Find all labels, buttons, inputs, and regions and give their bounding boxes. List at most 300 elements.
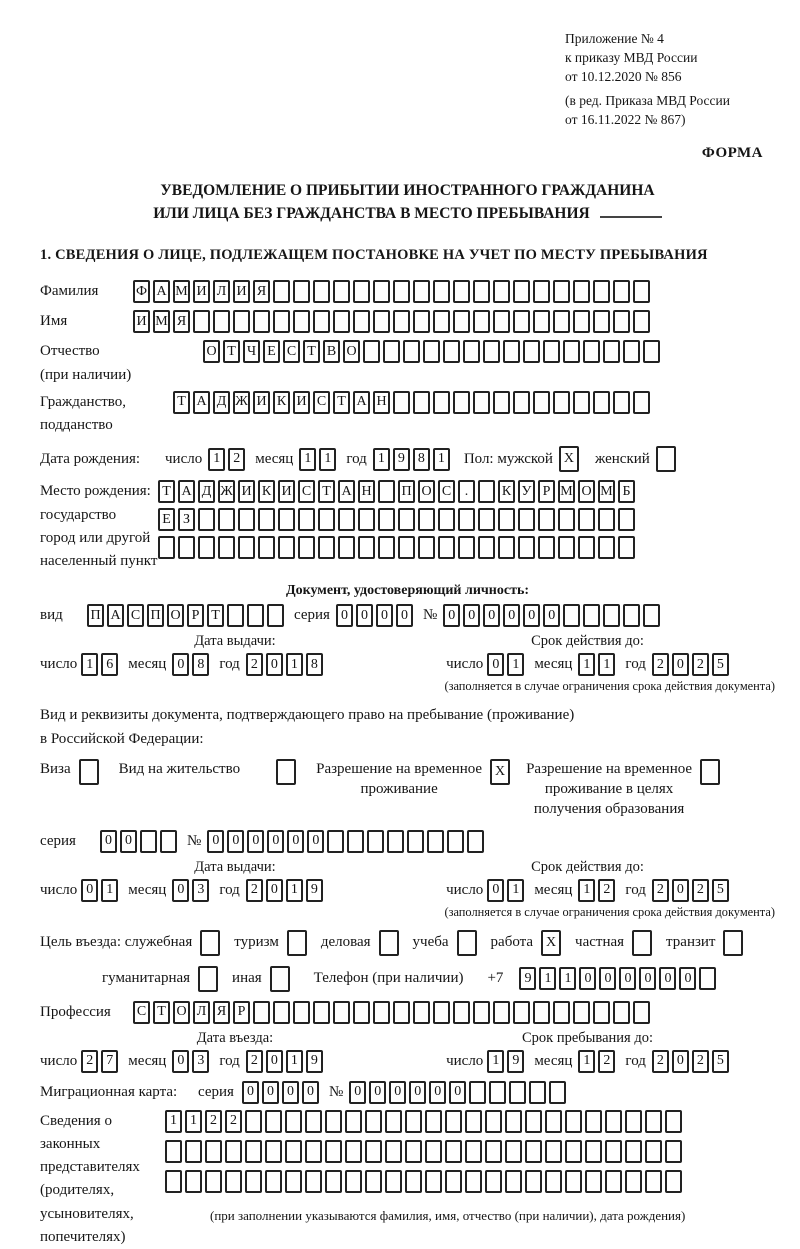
char-cell[interactable]: 0 <box>349 1081 366 1104</box>
char-cell[interactable] <box>385 1110 402 1133</box>
char-cell[interactable]: И <box>253 391 270 414</box>
char-cell[interactable]: 0 <box>356 604 373 627</box>
char-cell[interactable] <box>358 536 375 559</box>
char-cell[interactable] <box>518 536 535 559</box>
char-cell[interactable]: 0 <box>639 967 656 990</box>
char-cell[interactable] <box>593 391 610 414</box>
char-cell[interactable] <box>585 1170 602 1193</box>
char-cell[interactable] <box>278 536 295 559</box>
char-cell[interactable]: 0 <box>302 1081 319 1104</box>
char-cell[interactable] <box>305 1110 322 1133</box>
char-cell[interactable] <box>238 536 255 559</box>
char-cell[interactable] <box>625 1110 642 1133</box>
char-cell[interactable] <box>485 1110 502 1133</box>
char-cell[interactable] <box>285 1110 302 1133</box>
char-cell[interactable] <box>513 310 530 333</box>
char-cell[interactable] <box>185 1170 202 1193</box>
char-cell[interactable] <box>723 930 743 956</box>
char-cell[interactable] <box>467 830 484 853</box>
char-cell[interactable] <box>613 1001 630 1024</box>
char-cell[interactable] <box>327 830 344 853</box>
char-cell[interactable]: 1 <box>559 967 576 990</box>
char-cell[interactable] <box>513 280 530 303</box>
char-cell[interactable]: 9 <box>519 967 536 990</box>
char-cell[interactable]: 1 <box>507 653 524 676</box>
char-cell[interactable]: 0 <box>172 653 189 676</box>
char-cell[interactable] <box>463 340 480 363</box>
char-cell[interactable]: 2 <box>692 653 709 676</box>
char-cell[interactable] <box>193 310 210 333</box>
char-cell[interactable] <box>285 1140 302 1163</box>
char-cell[interactable]: 0 <box>599 967 616 990</box>
char-cell[interactable]: Л <box>213 280 230 303</box>
char-cell[interactable]: Р <box>538 480 555 503</box>
char-cell[interactable] <box>185 1140 202 1163</box>
char-cell[interactable] <box>433 280 450 303</box>
char-cell[interactable] <box>385 1170 402 1193</box>
char-cell[interactable] <box>398 508 415 531</box>
char-cell[interactable]: 2 <box>246 653 263 676</box>
char-cell[interactable] <box>438 508 455 531</box>
char-cell[interactable]: 0 <box>376 604 393 627</box>
char-cell[interactable]: 8 <box>306 653 323 676</box>
char-cell[interactable] <box>632 930 652 956</box>
char-cell[interactable] <box>573 391 590 414</box>
char-cell[interactable]: П <box>87 604 104 627</box>
char-cell[interactable] <box>558 536 575 559</box>
char-cell[interactable]: Н <box>373 391 390 414</box>
char-cell[interactable] <box>565 1140 582 1163</box>
char-cell[interactable] <box>433 310 450 333</box>
char-cell[interactable]: О <box>203 340 220 363</box>
char-cell[interactable]: М <box>173 280 190 303</box>
char-cell[interactable]: 0 <box>543 604 560 627</box>
char-cell[interactable] <box>365 1170 382 1193</box>
char-cell[interactable]: 9 <box>507 1050 524 1073</box>
char-cell[interactable] <box>218 536 235 559</box>
char-cell[interactable] <box>656 446 676 472</box>
char-cell[interactable] <box>633 310 650 333</box>
char-cell[interactable] <box>218 508 235 531</box>
char-cell[interactable] <box>505 1140 522 1163</box>
char-cell[interactable]: 0 <box>287 830 304 853</box>
char-cell[interactable] <box>523 340 540 363</box>
char-cell[interactable]: О <box>578 480 595 503</box>
char-cell[interactable] <box>285 1170 302 1193</box>
char-cell[interactable] <box>445 1140 462 1163</box>
char-cell[interactable]: Т <box>303 340 320 363</box>
char-cell[interactable]: М <box>153 310 170 333</box>
char-cell[interactable] <box>247 604 264 627</box>
char-cell[interactable]: А <box>107 604 124 627</box>
char-cell[interactable]: 0 <box>266 1050 283 1073</box>
char-cell[interactable]: Я <box>173 310 190 333</box>
char-cell[interactable] <box>245 1140 262 1163</box>
char-cell[interactable] <box>418 536 435 559</box>
char-cell[interactable]: З <box>178 508 195 531</box>
char-cell[interactable]: М <box>558 480 575 503</box>
char-cell[interactable]: 0 <box>487 653 504 676</box>
char-cell[interactable]: А <box>178 480 195 503</box>
char-cell[interactable] <box>453 391 470 414</box>
char-cell[interactable]: Я <box>213 1001 230 1024</box>
char-cell[interactable] <box>273 280 290 303</box>
char-cell[interactable] <box>198 508 215 531</box>
char-cell[interactable]: 0 <box>172 1050 189 1073</box>
char-cell[interactable] <box>493 1001 510 1024</box>
char-cell[interactable]: И <box>293 391 310 414</box>
char-cell[interactable] <box>457 930 477 956</box>
char-cell[interactable] <box>378 536 395 559</box>
char-cell[interactable] <box>605 1140 622 1163</box>
char-cell[interactable] <box>549 1081 566 1104</box>
char-cell[interactable] <box>478 480 495 503</box>
char-cell[interactable] <box>558 508 575 531</box>
char-cell[interactable] <box>623 604 640 627</box>
char-cell[interactable]: С <box>283 340 300 363</box>
char-cell[interactable] <box>509 1081 526 1104</box>
char-cell[interactable] <box>445 1170 462 1193</box>
char-cell[interactable] <box>353 280 370 303</box>
char-cell[interactable] <box>345 1170 362 1193</box>
char-cell[interactable] <box>465 1110 482 1133</box>
char-cell[interactable] <box>298 508 315 531</box>
char-cell[interactable]: 0 <box>307 830 324 853</box>
char-cell[interactable] <box>413 391 430 414</box>
char-cell[interactable] <box>438 536 455 559</box>
char-cell[interactable]: 0 <box>672 653 689 676</box>
char-cell[interactable] <box>225 1140 242 1163</box>
char-cell[interactable] <box>643 340 660 363</box>
char-cell[interactable] <box>245 1170 262 1193</box>
char-cell[interactable] <box>325 1140 342 1163</box>
char-cell[interactable]: 1 <box>286 879 303 902</box>
char-cell[interactable] <box>443 340 460 363</box>
char-cell[interactable]: 2 <box>225 1110 242 1133</box>
char-cell[interactable] <box>478 536 495 559</box>
char-cell[interactable]: 7 <box>101 1050 118 1073</box>
char-cell[interactable] <box>625 1140 642 1163</box>
char-cell[interactable]: 0 <box>659 967 676 990</box>
char-cell[interactable] <box>578 508 595 531</box>
char-cell[interactable] <box>407 830 424 853</box>
char-cell[interactable] <box>553 280 570 303</box>
char-cell[interactable]: У <box>518 480 535 503</box>
char-cell[interactable]: Е <box>158 508 175 531</box>
char-cell[interactable] <box>553 310 570 333</box>
char-cell[interactable] <box>79 759 99 785</box>
char-cell[interactable]: 1 <box>165 1110 182 1133</box>
char-cell[interactable] <box>565 1170 582 1193</box>
char-cell[interactable] <box>433 1001 450 1024</box>
char-cell[interactable]: Т <box>223 340 240 363</box>
char-cell[interactable] <box>565 1110 582 1133</box>
char-cell[interactable] <box>633 280 650 303</box>
char-cell[interactable] <box>700 759 720 785</box>
char-cell[interactable] <box>533 391 550 414</box>
char-cell[interactable] <box>413 310 430 333</box>
char-cell[interactable] <box>333 310 350 333</box>
char-cell[interactable]: Я <box>253 280 270 303</box>
char-cell[interactable] <box>625 1170 642 1193</box>
char-cell[interactable] <box>538 536 555 559</box>
char-cell[interactable] <box>345 1110 362 1133</box>
char-cell[interactable] <box>563 340 580 363</box>
char-cell[interactable]: Д <box>213 391 230 414</box>
char-cell[interactable] <box>593 280 610 303</box>
char-cell[interactable]: 0 <box>487 879 504 902</box>
char-cell[interactable]: 0 <box>120 830 137 853</box>
char-cell[interactable]: 0 <box>266 879 283 902</box>
char-cell[interactable] <box>469 1081 486 1104</box>
char-cell[interactable] <box>545 1110 562 1133</box>
char-cell[interactable] <box>525 1110 542 1133</box>
char-cell[interactable]: 0 <box>227 830 244 853</box>
char-cell[interactable] <box>633 391 650 414</box>
char-cell[interactable]: К <box>258 480 275 503</box>
char-cell[interactable] <box>313 280 330 303</box>
char-cell[interactable]: 0 <box>369 1081 386 1104</box>
char-cell[interactable]: 0 <box>579 967 596 990</box>
char-cell[interactable] <box>313 310 330 333</box>
char-cell[interactable]: 2 <box>692 879 709 902</box>
char-cell[interactable]: 0 <box>242 1081 259 1104</box>
char-cell[interactable] <box>325 1170 342 1193</box>
char-cell[interactable] <box>478 508 495 531</box>
char-cell[interactable]: 0 <box>282 1081 299 1104</box>
char-cell[interactable] <box>583 604 600 627</box>
char-cell[interactable] <box>363 340 380 363</box>
char-cell[interactable] <box>347 830 364 853</box>
char-cell[interactable] <box>525 1140 542 1163</box>
char-cell[interactable] <box>365 1110 382 1133</box>
char-cell[interactable]: 1 <box>319 448 336 471</box>
char-cell[interactable] <box>265 1110 282 1133</box>
char-cell[interactable] <box>233 310 250 333</box>
char-cell[interactable]: Т <box>333 391 350 414</box>
char-cell[interactable]: И <box>238 480 255 503</box>
char-cell[interactable]: 0 <box>429 1081 446 1104</box>
char-cell[interactable] <box>318 508 335 531</box>
char-cell[interactable] <box>533 310 550 333</box>
char-cell[interactable] <box>413 1001 430 1024</box>
char-cell[interactable] <box>225 1170 242 1193</box>
char-cell[interactable] <box>427 830 444 853</box>
char-cell[interactable]: 0 <box>483 604 500 627</box>
char-cell[interactable]: 2 <box>652 879 669 902</box>
char-cell[interactable] <box>533 1001 550 1024</box>
char-cell[interactable] <box>529 1081 546 1104</box>
char-cell[interactable] <box>425 1170 442 1193</box>
char-cell[interactable] <box>383 340 400 363</box>
char-cell[interactable] <box>353 310 370 333</box>
char-cell[interactable] <box>573 280 590 303</box>
char-cell[interactable] <box>200 930 220 956</box>
char-cell[interactable] <box>205 1140 222 1163</box>
char-cell[interactable] <box>445 1110 462 1133</box>
char-cell[interactable] <box>645 1140 662 1163</box>
char-cell[interactable] <box>379 930 399 956</box>
char-cell[interactable] <box>489 1081 506 1104</box>
char-cell[interactable] <box>338 536 355 559</box>
char-cell[interactable]: 3 <box>192 1050 209 1073</box>
char-cell[interactable] <box>613 391 630 414</box>
char-cell[interactable] <box>623 340 640 363</box>
char-cell[interactable]: 2 <box>598 879 615 902</box>
char-cell[interactable]: Т <box>207 604 224 627</box>
char-cell[interactable] <box>543 340 560 363</box>
char-cell[interactable]: П <box>147 604 164 627</box>
char-cell[interactable] <box>505 1170 522 1193</box>
char-cell[interactable]: А <box>193 391 210 414</box>
char-cell[interactable] <box>158 536 175 559</box>
char-cell[interactable] <box>553 1001 570 1024</box>
char-cell[interactable] <box>563 604 580 627</box>
char-cell[interactable]: 0 <box>449 1081 466 1104</box>
char-cell[interactable] <box>538 508 555 531</box>
char-cell[interactable]: О <box>173 1001 190 1024</box>
char-cell[interactable] <box>405 1140 422 1163</box>
char-cell[interactable] <box>378 508 395 531</box>
char-cell[interactable] <box>418 508 435 531</box>
char-cell[interactable]: 1 <box>578 879 595 902</box>
char-cell[interactable] <box>358 508 375 531</box>
char-cell[interactable] <box>140 830 157 853</box>
char-cell[interactable]: 0 <box>207 830 224 853</box>
char-cell[interactable] <box>273 310 290 333</box>
char-cell[interactable]: X <box>490 759 510 785</box>
char-cell[interactable] <box>473 280 490 303</box>
char-cell[interactable] <box>545 1170 562 1193</box>
char-cell[interactable] <box>633 1001 650 1024</box>
char-cell[interactable] <box>645 1110 662 1133</box>
char-cell[interactable] <box>483 340 500 363</box>
char-cell[interactable]: 2 <box>246 1050 263 1073</box>
char-cell[interactable]: X <box>541 930 561 956</box>
char-cell[interactable]: 2 <box>246 879 263 902</box>
char-cell[interactable] <box>425 1110 442 1133</box>
char-cell[interactable] <box>525 1170 542 1193</box>
char-cell[interactable]: 1 <box>373 448 390 471</box>
char-cell[interactable] <box>245 1110 262 1133</box>
char-cell[interactable] <box>238 508 255 531</box>
char-cell[interactable] <box>413 280 430 303</box>
char-cell[interactable]: 0 <box>336 604 353 627</box>
char-cell[interactable]: С <box>438 480 455 503</box>
char-cell[interactable]: 1 <box>299 448 316 471</box>
char-cell[interactable]: Ж <box>218 480 235 503</box>
char-cell[interactable] <box>293 310 310 333</box>
char-cell[interactable] <box>325 1110 342 1133</box>
char-cell[interactable] <box>603 340 620 363</box>
char-cell[interactable] <box>258 536 275 559</box>
char-cell[interactable]: 6 <box>101 653 118 676</box>
char-cell[interactable]: Т <box>158 480 175 503</box>
char-cell[interactable] <box>605 1110 622 1133</box>
char-cell[interactable] <box>367 830 384 853</box>
char-cell[interactable]: Т <box>173 391 190 414</box>
char-cell[interactable] <box>585 1110 602 1133</box>
char-cell[interactable]: 5 <box>712 1050 729 1073</box>
char-cell[interactable] <box>373 1001 390 1024</box>
char-cell[interactable]: 1 <box>286 1050 303 1073</box>
char-cell[interactable] <box>333 280 350 303</box>
char-cell[interactable]: 0 <box>503 604 520 627</box>
char-cell[interactable] <box>593 1001 610 1024</box>
char-cell[interactable] <box>373 280 390 303</box>
char-cell[interactable]: И <box>193 280 210 303</box>
char-cell[interactable]: 0 <box>672 879 689 902</box>
char-cell[interactable] <box>425 1140 442 1163</box>
char-cell[interactable]: 5 <box>712 653 729 676</box>
char-cell[interactable] <box>605 1170 622 1193</box>
char-cell[interactable]: . <box>458 480 475 503</box>
char-cell[interactable] <box>598 508 615 531</box>
char-cell[interactable] <box>493 280 510 303</box>
char-cell[interactable] <box>493 310 510 333</box>
char-cell[interactable] <box>305 1140 322 1163</box>
char-cell[interactable]: 3 <box>192 879 209 902</box>
char-cell[interactable] <box>485 1140 502 1163</box>
char-cell[interactable]: 1 <box>81 653 98 676</box>
char-cell[interactable]: К <box>498 480 515 503</box>
char-cell[interactable]: 0 <box>409 1081 426 1104</box>
char-cell[interactable] <box>433 391 450 414</box>
char-cell[interactable] <box>583 340 600 363</box>
char-cell[interactable]: В <box>323 340 340 363</box>
char-cell[interactable]: К <box>273 391 290 414</box>
char-cell[interactable]: 0 <box>619 967 636 990</box>
char-cell[interactable] <box>465 1170 482 1193</box>
char-cell[interactable]: 0 <box>679 967 696 990</box>
char-cell[interactable] <box>333 1001 350 1024</box>
char-cell[interactable]: 1 <box>433 448 450 471</box>
char-cell[interactable] <box>645 1170 662 1193</box>
char-cell[interactable] <box>273 1001 290 1024</box>
char-cell[interactable]: И <box>133 310 150 333</box>
char-cell[interactable]: О <box>167 604 184 627</box>
char-cell[interactable]: С <box>298 480 315 503</box>
char-cell[interactable] <box>253 310 270 333</box>
char-cell[interactable]: 0 <box>463 604 480 627</box>
char-cell[interactable]: О <box>343 340 360 363</box>
char-cell[interactable]: М <box>598 480 615 503</box>
char-cell[interactable] <box>447 830 464 853</box>
char-cell[interactable]: Е <box>263 340 280 363</box>
char-cell[interactable]: И <box>278 480 295 503</box>
char-cell[interactable]: 0 <box>523 604 540 627</box>
char-cell[interactable] <box>423 340 440 363</box>
char-cell[interactable] <box>278 508 295 531</box>
char-cell[interactable] <box>405 1170 422 1193</box>
char-cell[interactable]: 0 <box>266 653 283 676</box>
char-cell[interactable]: Д <box>198 480 215 503</box>
char-cell[interactable] <box>618 508 635 531</box>
char-cell[interactable] <box>603 604 620 627</box>
char-cell[interactable] <box>618 536 635 559</box>
char-cell[interactable] <box>573 1001 590 1024</box>
char-cell[interactable]: О <box>418 480 435 503</box>
char-cell[interactable] <box>298 536 315 559</box>
char-cell[interactable]: 1 <box>578 1050 595 1073</box>
char-cell[interactable] <box>699 967 716 990</box>
char-cell[interactable]: 2 <box>692 1050 709 1073</box>
char-cell[interactable] <box>465 1140 482 1163</box>
char-cell[interactable] <box>338 508 355 531</box>
char-cell[interactable]: 2 <box>652 653 669 676</box>
char-cell[interactable]: С <box>133 1001 150 1024</box>
char-cell[interactable] <box>573 310 590 333</box>
